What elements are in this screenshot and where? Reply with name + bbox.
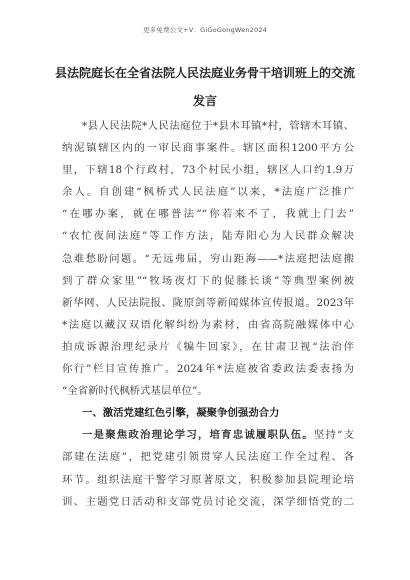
paragraph-line: 里，下辖18个行政村，73个村民小组，辖区人口约1.9万 [62, 164, 354, 177]
document-title-line-1: 县法院庭长在全省法院人民法庭业务骨干培训班上的交流 [54, 66, 355, 80]
paragraph-line: “全省新时代枫桥式基层单位”。 [62, 385, 208, 398]
watermark-text: 更多免费公文+V：GiGoGongWen2024 [142, 26, 267, 34]
paragraph-line: 环节。组织法庭干警学习原著原文，积极参加县院理论培 [62, 473, 354, 486]
paragraph-line: 部建在法庭”，把党建引领贯穿人民法庭工作全过程、各 [62, 451, 354, 464]
paragraph-line: *县人民法院*人民法庭位于*县木耳镇*村，管辖木耳镇、 [82, 120, 354, 132]
paragraph-line: *法庭以藏汉双语化解纠纷为素材，由省高院融媒体中心 [62, 318, 354, 331]
subsection-lead-rest: 坚持“支 [313, 429, 355, 442]
document-body [62, 115, 354, 513]
subsection-first-line [62, 424, 354, 446]
paragraph-intro [62, 115, 354, 402]
paragraph-line: 余人。自创建“枫桥式人民法庭”以来，*法庭广泛推广 [62, 186, 354, 199]
section-heading: 一、激活党建红色引擎，凝聚争创强劲合力 [82, 407, 280, 420]
paragraph-line: 你行”栏目宣传推广。2024年*法庭被省委政法委表扬为 [62, 363, 354, 376]
paragraph-line: 训、主题党日活动和支部党员讨论交流，深学细悟党的二 [62, 495, 354, 508]
paragraph-line: 纳泥镇辖区内的一审民商事案件。辖区面积1200平方公 [62, 142, 354, 155]
subsection-bold-lead: 一是聚焦政治理论学习，培育忠诚履职队伍。 [82, 429, 314, 442]
paragraph-line: “农忙夜间法庭”等工作方法，陆寿阳心为人民群众解决 [62, 230, 354, 243]
paragraph-line: 急难愁盼问题。“无远弗届，穷山距海——*法庭把法庭搬 [62, 252, 354, 265]
paragraph-line: “在哪办案，就在哪普法”“你若来不了，我就上门去” [62, 208, 354, 221]
document-title-line-2: 发言 [192, 94, 217, 108]
paragraph-line: 新华网、人民法院报、陇原剑等新闻媒体宣传报道。2023年 [62, 296, 354, 309]
paragraph-line: 拍成诉源治理纪录片《犏牛回家》，在甘肃卫视“法治伴 [62, 340, 354, 353]
paragraph-line: 到了群众家里”“牧场夜灯下的促膝长谈”等典型案例被 [62, 274, 354, 287]
